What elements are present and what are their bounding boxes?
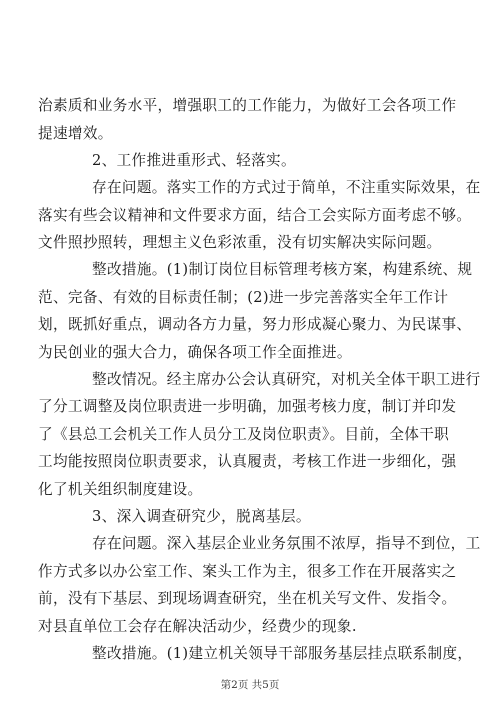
text-line: 整改情况。经主席办公会认真研究，对机关全体干职工进行 — [92, 371, 481, 388]
text-line: 了《县总工会机关工作人员分工及岗位职责》。目前，全体干职 — [38, 426, 450, 443]
text-line: 文件照抄照转，理想主义色彩浓重，没有切实解决实际问题。 — [38, 234, 442, 251]
section-heading: 3、深入调查研究少，脱离基层。 — [92, 508, 311, 525]
text-line: 作方式多以办公室工作、案头工作为主，很多工作在开展落实之 — [38, 563, 457, 580]
text-line: 提速增效。 — [38, 125, 113, 142]
text-line: 落实有些会议精神和文件要求方面，结合工会实际方面考虑不够。 — [38, 207, 472, 224]
text-line: 工均能按照岗位职责要求，认真履责，考核工作进一步细化，强 — [38, 453, 457, 470]
section-heading: 2、工作推进重形式、轻落实。 — [92, 152, 296, 169]
text-line: 了分工调整及岗位职责进一步明确，加强考核力度，制订并印发 — [38, 398, 457, 415]
text-line: 化了机关组织制度建设。 — [38, 481, 203, 498]
text-line: 对县直单位工会存在解决活动少，经费少的现象. — [38, 618, 357, 635]
text-line: 为民创业的强大合力，确保各项工作全面推进。 — [38, 344, 352, 361]
text-line: 范、完备、有效的目标责任制；(2)进一步完善落实全年工作计 — [38, 289, 449, 306]
text-line: 治素质和业务水平，增强职工的工作能力，为做好工会各项工作 — [38, 97, 457, 114]
text-line: 前，没有下基层、到现场调查研究，坐在机关写文件、发指令。 — [38, 590, 457, 607]
text-line: 划，既抓好重点，调动各方力量，努力形成凝心聚力、为民谋事、 — [38, 316, 472, 333]
text-line: 整改措施。(1)制订岗位目标管理考核方案，构建系统、规 — [92, 261, 473, 278]
page-number-footer: 第2页 共5页 — [220, 679, 280, 691]
text-line: 整改措施。(1)建立机关领导干部服务基层挂点联系制度， — [92, 645, 473, 662]
text-line: 存在问题。落实工作的方式过于简单，不注重实际效果，在 — [92, 179, 481, 196]
text-line: 存在问题。深入基层企业业务氛围不浓厚，指导不到位，工 — [92, 535, 481, 552]
